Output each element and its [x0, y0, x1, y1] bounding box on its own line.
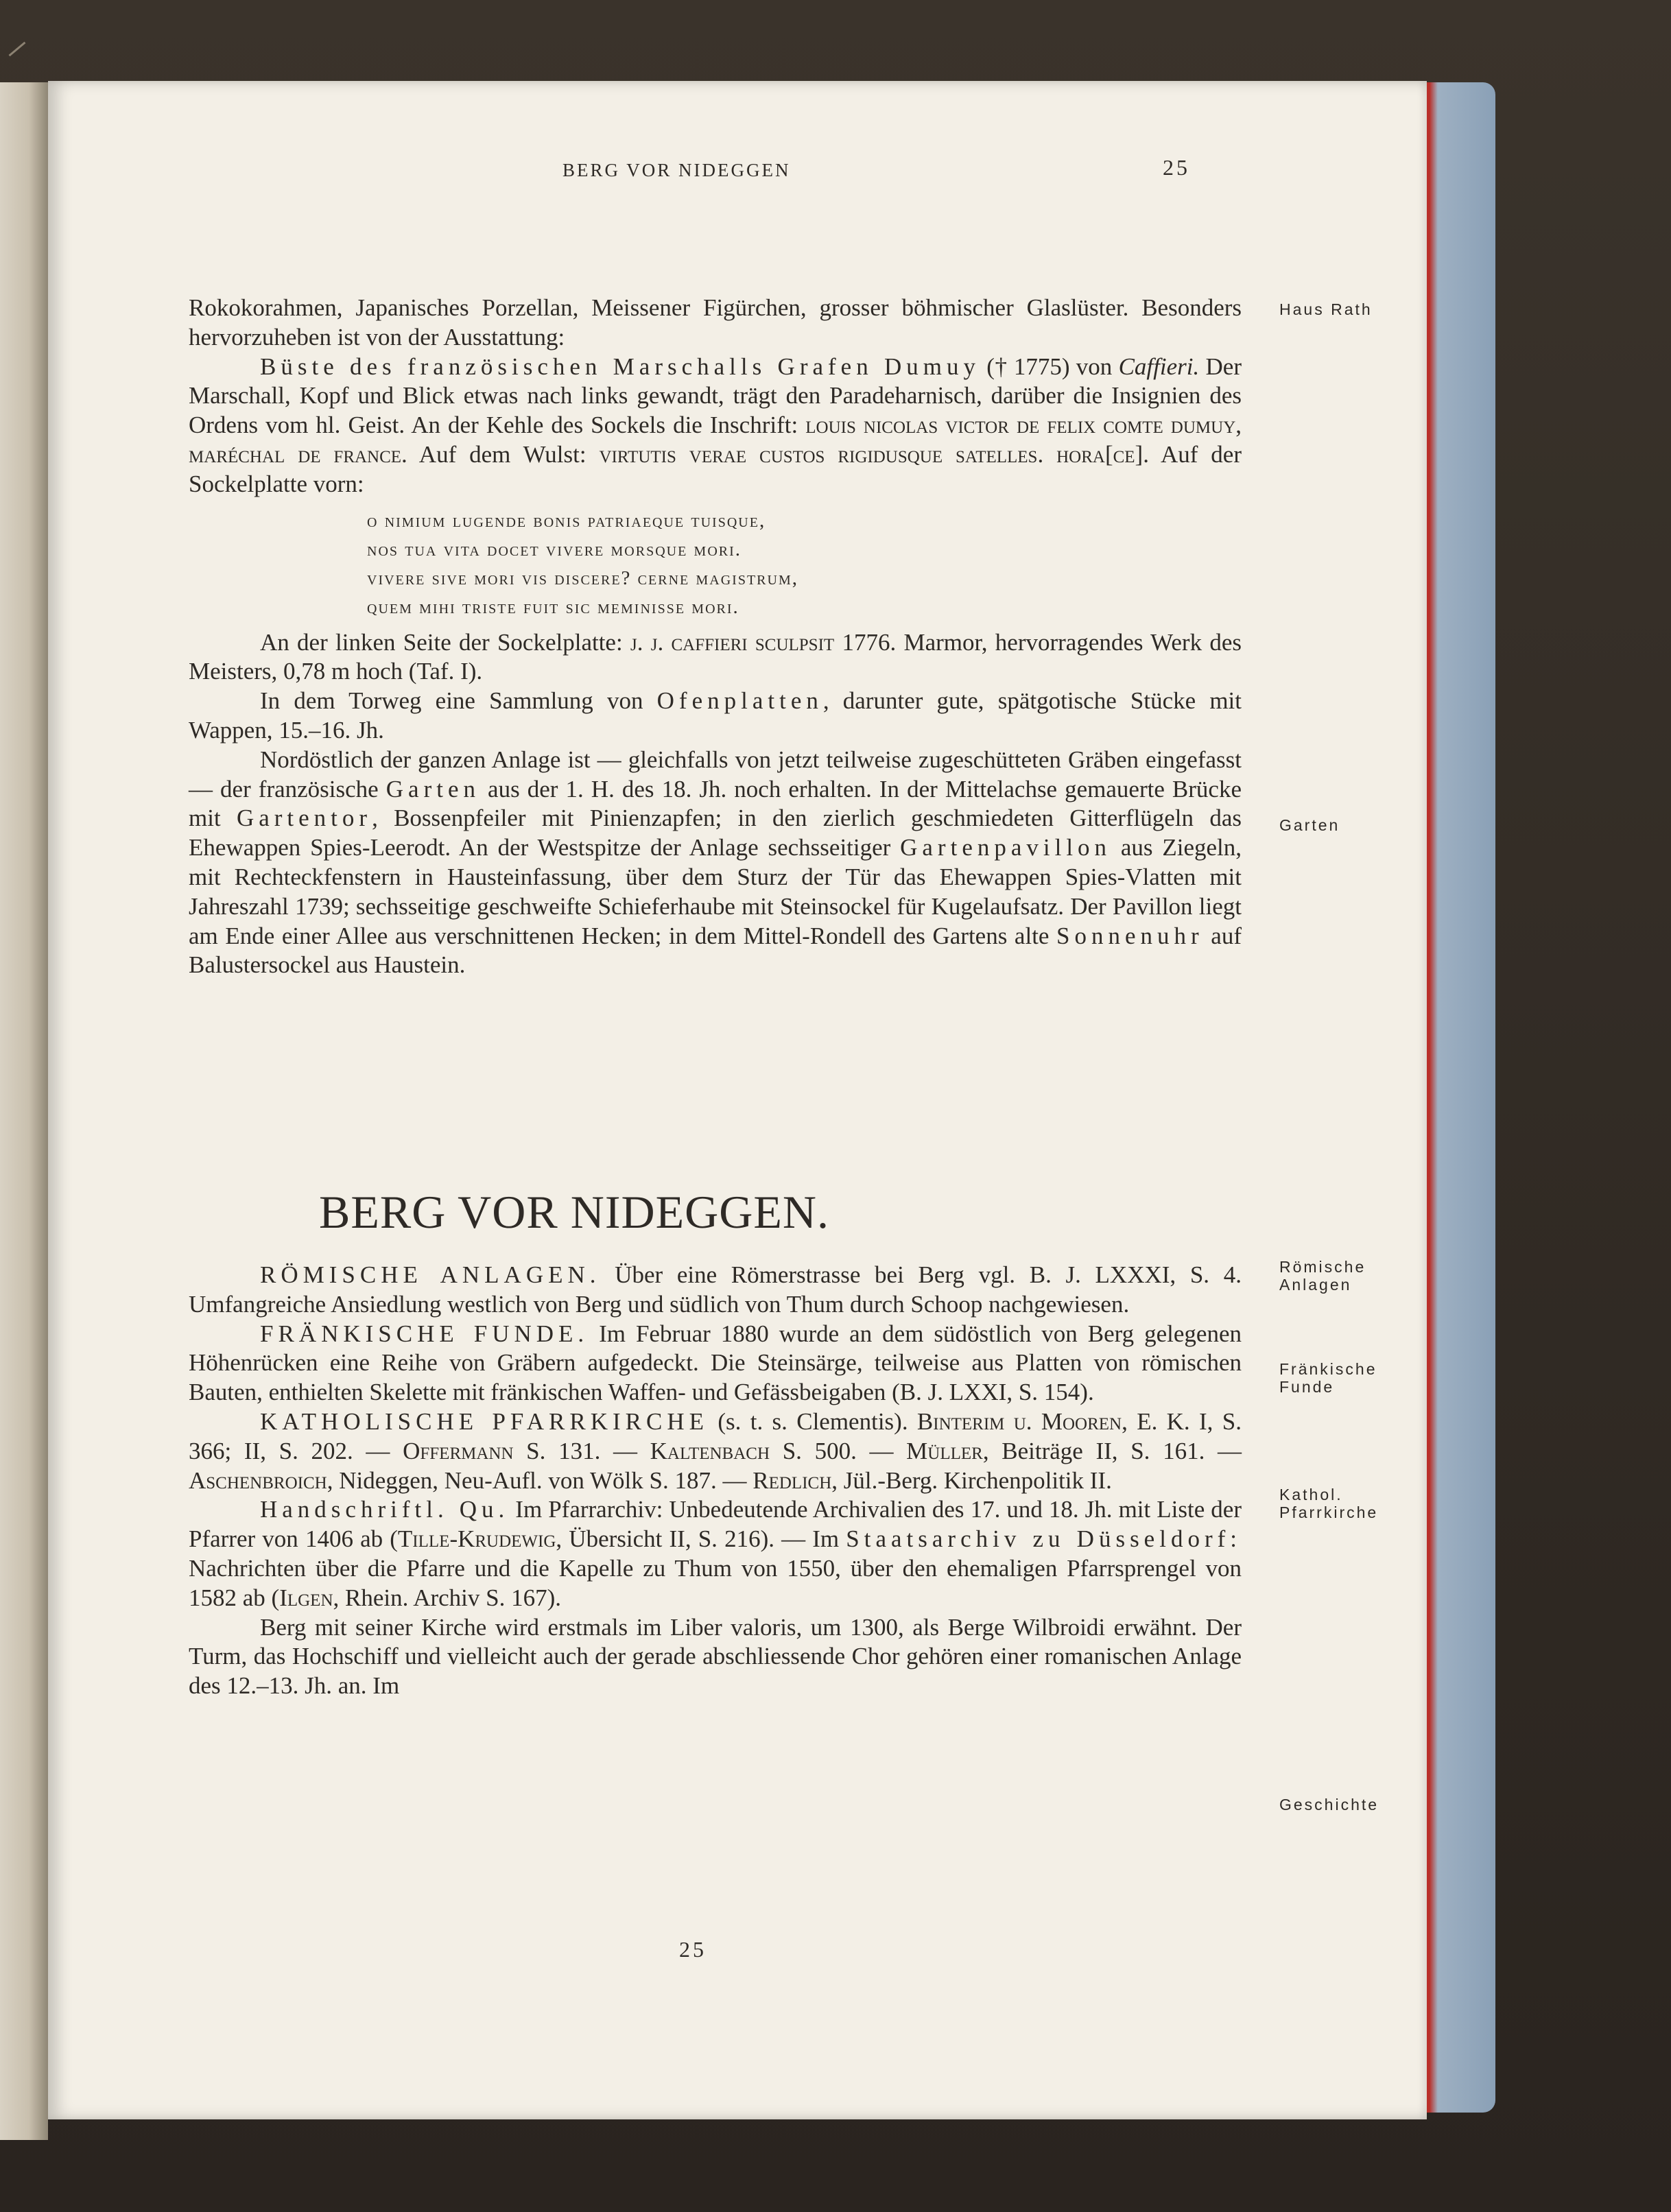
- text-run: S. 500. —: [770, 1437, 907, 1464]
- body-text-upper: [189, 294, 1242, 980]
- author-citation: Aschenbroich: [189, 1466, 327, 1494]
- paragraph-fraenkische-funde: [189, 1320, 1242, 1407]
- margin-note-roemische-anlagen: Römische Anlagen: [1279, 1258, 1366, 1294]
- text-run: Nachrichten über die Pfarre und die Kapelle zu Thum von 1550, über den ehemaligen Pfarrsprengel von 1582 ab (: [189, 1554, 1242, 1611]
- text-run: Der Marschall, Kopf und Blick etwas nach links gewandt, trägt den Paradeharnisch, darüber die Insignien des Ordens vom hl. Geist. An der Kehle des Sockels die Inschrift:: [189, 353, 1242, 439]
- inscription-kehle: louis nicolas victor de felix comte dumuy, maréchal de france.: [189, 412, 1242, 468]
- spaced-term-sonnenuhr: Sonnenuhr: [1056, 922, 1204, 949]
- text-run: Auf dem Wulst:: [407, 440, 600, 468]
- text-run: Über eine Römerstrasse bei Berg vgl. B. J. LXXXI, S. 4. Umfangreiche Ansiedlung westlich von Berg und südlich von Thum durch Schoop nachgewiesen.: [189, 1261, 1242, 1318]
- margin-note-garten: Garten: [1279, 816, 1340, 834]
- text-run: Im Pfarrarchiv: Unbedeutende Archivalien des 17. und 18. Jh. mit Liste der Pfarrer von 1406 ab (: [189, 1496, 1242, 1553]
- author-citation: Ilgen: [279, 1584, 333, 1611]
- author-citation: Redlich: [752, 1466, 832, 1494]
- paragraph-quellen: [189, 1495, 1242, 1613]
- text-run: (s. t. s. Clementis).: [709, 1407, 917, 1435]
- paragraph-torweg: [189, 687, 1242, 746]
- spaced-heading-quellen: Handschriftl. Qu.: [260, 1496, 510, 1523]
- text-run: auf Balustersockel aus Haustein.: [189, 922, 1242, 979]
- text-run: Im Februar 1880 wurde an dem südöstlich von Berg gelegenen Höhenrücken eine Reihe von Gräbern aufgedeckt. Die Steinsärge, teilweise aus Platten von römischen Bauten, enthielten Skelette mit fränkischen Waffen- und Gefässbeigaben (B. J. LXXI, S. 154).: [189, 1320, 1242, 1406]
- section-heading-text: BERG VOR NIDEGGEN.: [319, 1186, 829, 1238]
- paragraph-garten: [189, 746, 1242, 980]
- verse-line: nos tua vita docet vivere morsque mori.: [367, 538, 742, 560]
- text-run: Nordöstlich der ganzen Anlage ist — gleichfalls von jetzt teilweise zugeschütteten Gräben eingefasst — der französische: [189, 746, 1242, 802]
- author-citation: Müller: [906, 1437, 983, 1464]
- author-citation: Kaltenbach: [650, 1437, 770, 1464]
- text-run: 1776. Marmor, hervorragendes Werk des Meisters, 0,78 m hoch (Taf. I).: [189, 628, 1242, 685]
- paragraph-bueste: [189, 353, 1242, 499]
- text-run: Auf der Sockelplatte vorn:: [189, 440, 1242, 497]
- running-head-page-number: 25: [1163, 155, 1190, 180]
- spaced-term-gartenpavillon: Gartenpavillon: [900, 834, 1112, 861]
- paragraph-geschichte: Berg mit seiner Kirche wird erstmals im Liber valoris, um 1300, als Berge Wilbroidi erwähnt. Der Turm, das Hochschiff und vielleicht auch der gerade abschliessende Chor gehören einer romanischen Anlage des 12.–13. Jh. an. Im: [189, 1613, 1242, 1700]
- running-head-title: BERG VOR NIDEGGEN: [562, 160, 791, 180]
- verse-line: quem mihi triste fuit sic meminisse mori.: [367, 595, 739, 618]
- text-run: , Bossenpfeiler mit Pinienzapfen; in den zierlich geschmiedeten Gitterflügeln das Ehewappen Spies-Leerodt. An der Westspitze der Anlage sechsseitiger: [189, 805, 1242, 861]
- artist-name: Caffieri.: [1118, 353, 1200, 380]
- verse-line: o nimium lugende bonis patriaeque tuisque,: [367, 509, 766, 532]
- text-run: , darunter gute, spätgotische Stücke mit Wappen, 15.–16. Jh.: [189, 687, 1242, 744]
- margin-note-fraenkische-funde: Fränkische Funde: [1279, 1360, 1377, 1396]
- paragraph-ausstattung: Rokokorahmen, Japanisches Porzellan, Meissener Figürchen, grosser böhmischer Glaslüster. Besonders hervorzuheben ist von der Ausstattung:: [189, 294, 1242, 350]
- body-text-lower: [189, 1261, 1242, 1701]
- page-number-bottom: 25: [679, 1937, 707, 1962]
- author-citation: Binterim u. Mooren: [916, 1407, 1122, 1435]
- spaced-heading-fraenkische-funde: FRÄNKISCHE FUNDE.: [260, 1320, 589, 1347]
- author-citation: Tille-Krudewig: [397, 1525, 556, 1553]
- book-page: [48, 81, 1427, 2119]
- spaced-heading-roemische-anlagen: RÖMISCHE ANLAGEN.: [260, 1261, 601, 1288]
- spaced-heading-pfarrkirche: KATHOLISCHE PFARRKIRCHE: [260, 1407, 709, 1435]
- text-run: , Beiträge II, S. 161. —: [982, 1437, 1242, 1464]
- left-page-edge: [0, 82, 48, 2140]
- paragraph-sockelplatte: [189, 628, 1242, 687]
- spaced-term-garten: Garten: [386, 775, 480, 802]
- paragraph-roemische-anlagen: [189, 1261, 1242, 1320]
- inscription-wulst: virtutis verae custos rigidusque satelles. hora[ce].: [599, 440, 1149, 468]
- margin-note-haus-rath: Haus Rath: [1279, 300, 1373, 318]
- verse-line: vivere sive mori vis discere? cerne magistrum,: [367, 567, 798, 589]
- spaced-term-ofenplatten: Ofenplatten: [656, 687, 823, 715]
- text-run: , E. K. I, S. 366; II, S. 202. —: [189, 1407, 1242, 1464]
- spaced-heading-bueste: Büste des französischen Marschalls Grafen Dumuy: [260, 353, 980, 380]
- text-run: aus der 1. H. des 18. Jh. noch erhalten. In der Mittelachse gemauerte Brücke mit: [189, 775, 1242, 832]
- spaced-term-staatsarchiv: Staatsarchiv zu Düsseldorf:: [846, 1525, 1242, 1553]
- margin-note-kathol-pfarrkirche: Kathol. Pfarrkirche: [1279, 1486, 1379, 1521]
- text-run: , Nideggen, Neu-Aufl. von Wölk S. 187. —: [327, 1466, 753, 1494]
- paragraph-pfarrkirche: [189, 1407, 1242, 1495]
- margin-note-geschichte: Geschichte: [1279, 1796, 1379, 1813]
- section-heading: [48, 1185, 1427, 1239]
- text-run: († 1775) von: [980, 353, 1119, 380]
- text-run: An der linken Seite der Sockelplatte:: [260, 628, 630, 656]
- text-run: In dem Torweg eine Sammlung von: [260, 687, 657, 715]
- text-run: S. 131. —: [513, 1437, 650, 1464]
- verse-inscription: [367, 506, 1242, 621]
- author-citation: Offermann: [403, 1437, 514, 1464]
- signature-caffieri: j. j. caffieri sculpsit: [630, 628, 835, 656]
- text-run: aus Ziegeln, mit Rechteckfenstern in Hausteinfassung, über dem Sturz der Tür das Ehewappen Spies-Vlatten mit Jahreszahl 1739; sechsseitige geschweifte Schieferhaube mit Steinsockel für Kugelaufsatz. Der Pavillon liegt am Ende einer Allee aus verschnittenen Hecken; in dem Mittel-Rondell des Gartens alte: [189, 834, 1242, 949]
- text-run: , Rhein. Archiv S. 167).: [333, 1584, 561, 1611]
- spaced-term-gartentor: Gartentor: [236, 805, 372, 832]
- text-run: , Übersicht II, S. 216). — Im: [556, 1525, 846, 1553]
- text-run: , Jül.-Berg. Kirchenpolitik II.: [831, 1466, 1112, 1494]
